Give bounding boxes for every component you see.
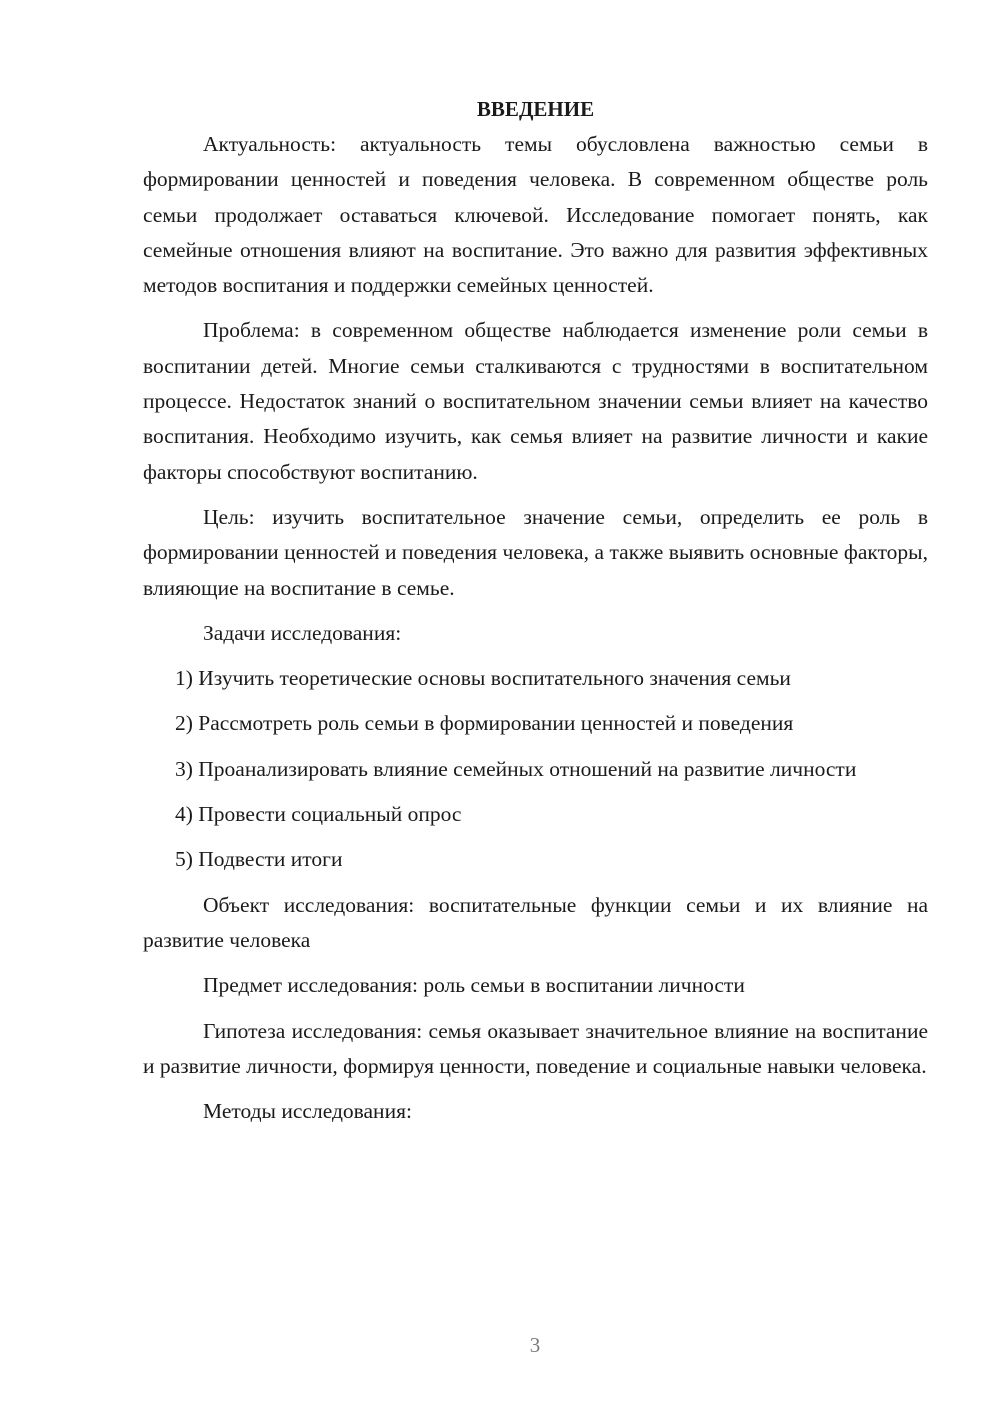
- page-number: 3: [529, 1333, 541, 1357]
- goal-paragraph: Цель: изучить воспитательное значение семьи, определить ее роль в формировании ценностей и поведения человека, а также выявить основные факторы, влияющие на воспитание в семье.: [143, 504, 928, 600]
- document-page: [143, 92, 928, 1129]
- task-item: 2) Рассмотреть роль семьи в формировании ценностей и поведения: [175, 711, 794, 736]
- hypothesis-paragraph: Гипотеза исследования: семья оказывает значительное влияние на воспитание и развитие личности, формируя ценности, поведение и социальные навыки человека.: [143, 1018, 928, 1078]
- subject-paragraph: Предмет исследования: роль семьи в воспитании личности: [203, 973, 745, 998]
- problem-paragraph: Проблема: в современном обществе наблюдается изменение роли семьи в воспитании детей. Многие семьи сталкиваются с трудностями в воспитательном процессе. Недостаток знаний о воспитательном значении семьи влияет на качество воспитания. Необходимо изучить, как семья влияет на развитие личности и какие факторы способствуют воспитанию.: [143, 318, 928, 484]
- task-item: 1) Изучить теоретические основы воспитательного значения семьи: [175, 666, 791, 691]
- object-paragraph: Объект исследования: воспитательные функции семьи и их влияние на развитие человека: [143, 892, 928, 952]
- relevance-paragraph: Актуальность: актуальность темы обусловлена важностью семьи в формировании ценностей и поведения человека. В современном обществе роль семьи продолжает оставаться ключевой. Исследование помогает понять, как семейные отношения влияют на воспитание. Это важно для развития эффективных методов воспитания и поддержки семейных ценностей.: [143, 132, 928, 298]
- task-item: 3) Проанализировать влияние семейных отношений на развитие личности: [175, 756, 857, 781]
- methods-paragraph: Методы исследования:: [203, 1099, 412, 1124]
- task-item: 5) Подвести итоги: [175, 847, 343, 872]
- tasks-heading: Задачи исследования:: [203, 620, 402, 645]
- tasks-list: [143, 661, 928, 877]
- page-title: ВВЕДЕНИЕ: [476, 97, 595, 121]
- task-item: 4) Провести социальный опрос: [175, 802, 462, 827]
